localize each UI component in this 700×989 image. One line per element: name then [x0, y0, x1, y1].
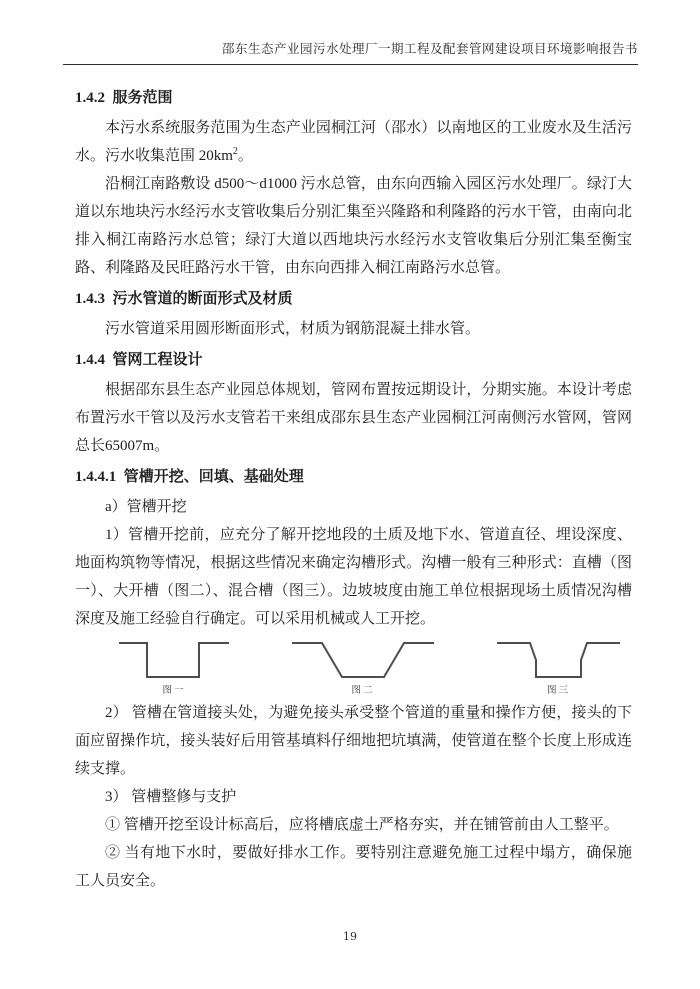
open-trench-diagram-icon: [292, 636, 434, 684]
paragraph-trench-excavation-title: a）管槽开挖: [105, 499, 187, 515]
page-header: [63, 40, 638, 65]
page-number: 19: [343, 930, 357, 943]
document-title: 邵东生态产业园污水处理厂一期工程及配套管网建设项目环境影响报告书: [221, 42, 638, 56]
section-heading-1-4-2: 1.4.2 服务范围: [75, 90, 173, 106]
paragraph-pipe-material: 污水管道采用圆形断面形式，材质为钢筋混凝土排水管。: [105, 321, 481, 337]
superscript-km2: 2: [232, 146, 238, 157]
section-heading-1-4-3: 1.4.3 污水管道的断面形式及材质: [75, 291, 293, 307]
document-body: [63, 65, 638, 895]
section-heading-1-4-4-1: 1.4.4.1 管槽开挖、回填、基础处理: [75, 469, 304, 485]
paragraph-network-design: 根据邵东县生态产业园总体规划，管网布置按远期设计，分期实施。本设计考虑布置污水干管以及污水支管若干来组成邵东县生态产业园桐江河南侧污水管网，管网总长65007m。: [75, 382, 632, 454]
paragraph-groundwater: ② 当有地下水时，要做好排水工作。要特别注意避免施工过程中塌方，确保施工人员安全。: [75, 845, 632, 889]
trench-figures-row: [75, 633, 632, 699]
figure-label: 图二: [351, 686, 375, 696]
figure-label: 图三: [546, 686, 570, 696]
paragraph-trench-repair-title: 3） 管槽整修与支护: [105, 789, 237, 805]
paragraph-pipe-layout: 沿桐江南路敷设 d500～d1000 污水总管，由东向西输入园区污水处理厂。绿汀大道以东地块污水经污水支管收集后分别汇集至兴隆路和利隆路的污水干管，由南向北排入桐江南路污水总管；绿汀大道以西地块污水经污水支管收集后分别汇集至衡宝路、利隆路及民旺路污水干管，由东向西排入桐江南路污水总管。: [75, 176, 632, 276]
figure-open-trench: [292, 636, 434, 697]
figure-mixed-trench: [497, 636, 620, 697]
paragraph-joint-pit: 2） 管槽在管道接头处，为避免接头承受整个管道的重量和操作方便，接头的下面应留操作坑，接头装好后用管基填料仔细地把坑填满，使管道在整个长度上形成连续支撑。: [75, 705, 632, 777]
paragraph-service-scope: 本污水系统服务范围为生态产业园桐江河（邵水）以南地区的工业废水及生活污水。污水收集范围 $20km^2$。: [75, 120, 632, 164]
figure-label: 图一: [162, 686, 186, 696]
paragraph-trench-forms: 1）管槽开挖前，应充分了解开挖地段的土质及地下水、管道直径、埋设深度、地面构筑物等情况，根据这些情况来确定沟槽形式。沟槽一般有三种形式：直槽（图一）、大开槽（图二）、混合槽（图三）。边坡坡度由施工单位根据现场土质情况沟槽深度及施工经验自行确定。可以采用机械或人工开挖。: [75, 527, 632, 627]
paragraph-compaction: ① 管槽开挖至设计标高后，应将槽底虚土严格夯实，并在铺管前由人工整平。: [105, 817, 619, 833]
figure-straight-trench: [119, 636, 229, 697]
straight-trench-diagram-icon: [119, 636, 229, 684]
page-footer: [0, 927, 700, 945]
section-heading-1-4-4: 1.4.4 管网工程设计: [75, 352, 203, 368]
mixed-trench-diagram-icon: [497, 636, 620, 684]
